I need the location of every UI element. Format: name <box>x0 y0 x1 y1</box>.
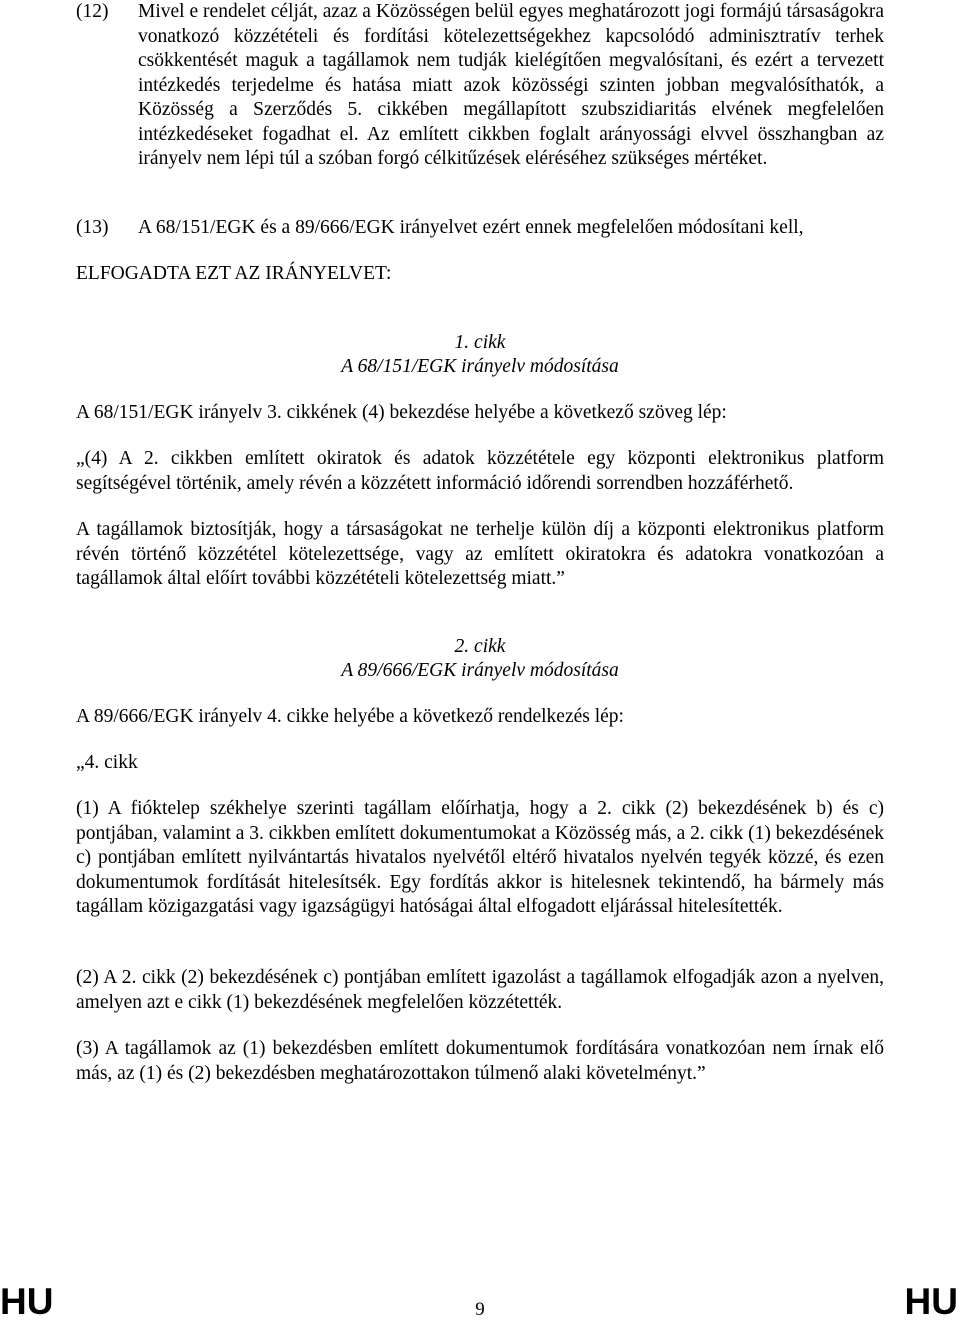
article-4-paragraph-2: (2) A 2. cikk (2) bekezdésének c) pontjában említett igazolást a tagállamok elfogadják azon a nyelven, amelyen azt e cikk (1) bekezdésének megfelelően közzétették. <box>76 967 884 1013</box>
article-1-paragraph-4: „(4) A 2. cikkben említett okiratok és adatok közzététele egy központi elektronikus platform segítségével történik, amely révén a közzétett információ időrendi sorrendben hozzáférhető. <box>76 448 884 494</box>
article-2-title: A 89/666/EGK irányelv módosítása <box>341 660 619 681</box>
recital-text: Mivel e rendelet célját, azaz a Közösségen belül egyes meghatározott jogi formájú társaságokra vonatkozó közzétételi és fordítási kötelezettségekhez kapcsolódó adminisztratív terhek csökkentését maguk a tagállamok nem tudják kielégítően megvalósítani, és ezért a tervezett intézkedés terjedelme és hatása miatt azok közösségi szinten jobban megvalósíthatók, a Közösség a Szerződés 5. cikkében megállapított szubszidiaritás elvének megfelelően intézkedéseket fogadhat el. Az említett cikkben foglalt arányossági elvvel összhangban az irányelv nem lépi túl a szóban forgó célkitűzések eléréséhez szükséges mértéket. <box>138 1 884 169</box>
article-1-number: 1. cikk <box>454 332 506 353</box>
page-number: 9 <box>475 1299 485 1320</box>
article-2-intro: A 89/666/EGK irányelv 4. cikke helyébe a következő rendelkezés lép: <box>76 706 624 727</box>
recital-text: A 68/151/EGK és a 89/666/EGK irányelvet ezért ennek megfelelően módosítani kell, <box>138 217 804 238</box>
article-4-paragraph-3: (3) A tagállamok az (1) bekezdésben említett dokumentumok fordítására vonatkozóan nem írnak elő más, az (1) és (2) bekezdésben meghatározottakon túlmenő alaki követelményt.” <box>76 1038 884 1084</box>
article-2-number: 2. cikk <box>454 636 506 657</box>
enacting-formula: ELFOGADTA EZT AZ IRÁNYELVET: <box>76 263 392 284</box>
recital-number: (13) <box>76 217 109 238</box>
footer-language-left: HU <box>0 1281 54 1322</box>
article-1-paragraph-continuation: A tagállamok biztosítják, hogy a társaságokat ne terhelje külön díj a központi elektronikus platform révén történő közzététel kötelezettsége, vagy az említett okiratokra és adatokra vonatkozóan a tagállamok által előírt további közzétételi kötelezettség miatt.” <box>76 519 884 589</box>
recital-number: (12) <box>76 1 109 22</box>
article-4-paragraph-1: (1) A fióktelep székhelye szerinti tagállam előírhatja, hogy a 2. cikk (2) bekezdésének b) és c) pontjában, valamint a 3. cikkben említett dokumentumokat a Közösség más, a 2. cikk (1) bekezdésének c) pontjában említett nyilvántartás hivatalos nyelvétől eltérő hivatalos nyelvén tegyék közzé, és ezen dokumentumok fordítását hitelesítsék. Egy fordítás akkor is hitelesnek tekintendő, ha bármely más tagállam közigazgatási vagy igazságügyi hatóságai által elfogadott eljárással hitelesítették. <box>76 798 884 917</box>
article-1-title: A 68/151/EGK irányelv módosítása <box>341 356 619 377</box>
article-1-intro: A 68/151/EGK irányelv 3. cikkének (4) bekezdése helyébe a következő szöveg lép: <box>76 402 727 423</box>
quoted-article-4-heading: „4. cikk <box>76 752 138 773</box>
footer-language-right: HU <box>904 1281 958 1322</box>
